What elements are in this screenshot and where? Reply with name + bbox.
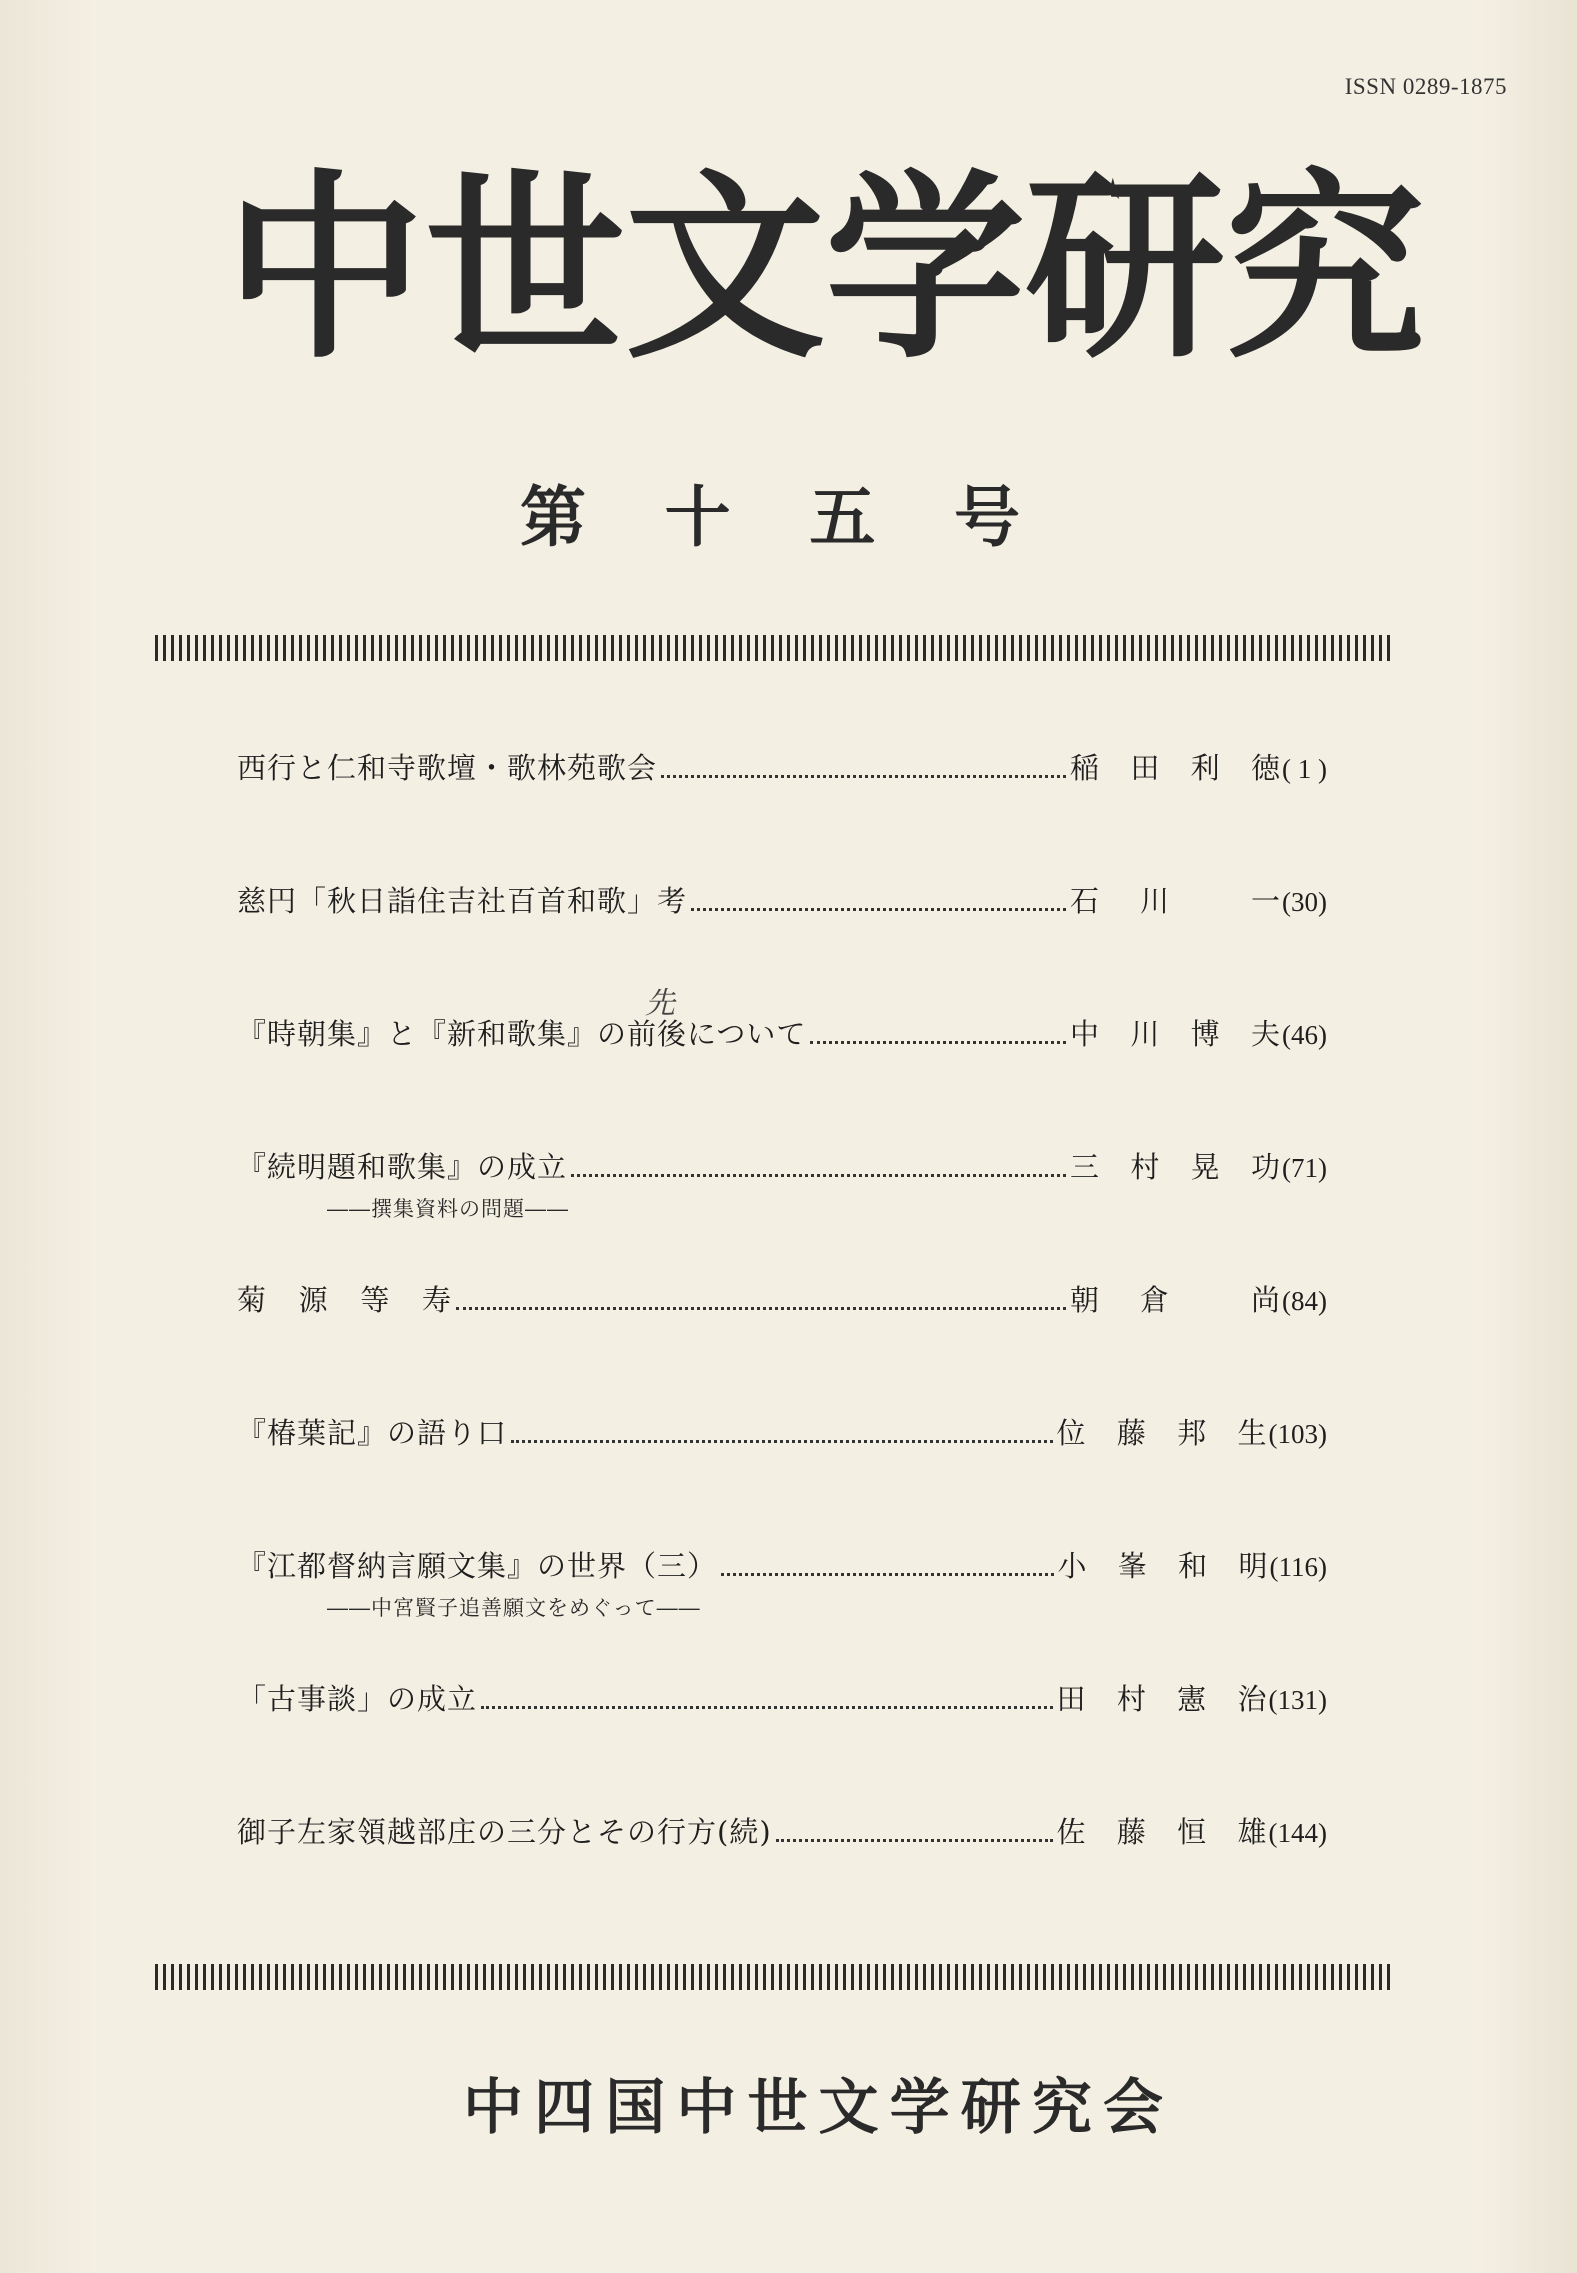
toc-author-char: 恒 <box>1177 1815 1207 1849</box>
toc-article-title: 御子左家領越部庄の三分とその行方(続) <box>237 1815 772 1849</box>
bottom-divider <box>155 1964 1390 1990</box>
toc-author-char: 功 <box>1251 1150 1281 1184</box>
toc-article-title: 慈円「秋日詣住吉社百首和歌」考 <box>237 884 688 918</box>
toc-leader-dots <box>456 1307 1066 1310</box>
toc-article-title: 『続明題和歌集』の成立 <box>237 1150 568 1184</box>
toc-author-char: 位 <box>1056 1416 1086 1450</box>
toc-entry <box>237 1149 1327 1282</box>
toc-author-char: 峯 <box>1117 1549 1147 1583</box>
toc-article-subtitle: ――中宮賢子追善願文をめぐって―― <box>327 1596 701 1620</box>
toc-author-char: 利 <box>1190 751 1220 785</box>
toc-author-char: 川 <box>1140 884 1170 918</box>
journal-title <box>225 150 1426 390</box>
toc-article-title: 『時朝集』と『新和歌集』の前後について <box>237 1017 807 1051</box>
toc-author <box>1070 1016 1280 1054</box>
toc-author-char: 藤 <box>1116 1416 1146 1450</box>
handwritten-correction: 先 <box>645 986 675 1021</box>
publisher-char: 学 <box>889 2073 950 2143</box>
toc-leader-dots <box>810 1041 1066 1044</box>
toc-author-char: 雄 <box>1237 1815 1267 1849</box>
journal-title-char: 学 <box>825 153 1026 386</box>
toc-page-number: (144) <box>1268 1818 1327 1848</box>
toc-title-char: 寿 <box>421 1283 452 1317</box>
toc-author-char: 藤 <box>1116 1815 1146 1849</box>
toc-author-char: 生 <box>1237 1416 1267 1450</box>
toc-leader-dots <box>481 1706 1053 1709</box>
toc-entry <box>237 750 1327 883</box>
toc-entry <box>237 1548 1327 1681</box>
publisher-char: 究 <box>1031 2073 1092 2143</box>
toc-page-number: (131) <box>1268 1685 1327 1715</box>
toc-author-char: 田 <box>1056 1682 1086 1716</box>
publisher-name <box>463 2073 1163 2143</box>
toc-author-char: 稲 <box>1070 751 1100 785</box>
toc-entry <box>237 986 1327 1149</box>
toc-author-char: 田 <box>1130 751 1160 785</box>
top-divider <box>155 635 1390 661</box>
toc-author-char: 一 <box>1251 884 1281 918</box>
publisher-char: 会 <box>1102 2073 1163 2143</box>
toc-author-char: 佐 <box>1056 1815 1086 1849</box>
toc-article-title: 西行と仁和寺歌壇・歌林苑歌会 <box>237 751 658 785</box>
toc-author-char: 博 <box>1190 1017 1220 1051</box>
toc-author-char: 徳 <box>1251 751 1281 785</box>
toc-entry <box>237 883 1327 1016</box>
toc-entry <box>237 1282 1327 1415</box>
toc-author-char: 夫 <box>1251 1017 1281 1051</box>
toc-article-title: 『江都督納言願文集』の世界（三） <box>237 1549 718 1583</box>
publisher-char: 世 <box>747 2073 808 2143</box>
journal-title-char: 中 <box>225 153 426 386</box>
toc-author-char: 晃 <box>1190 1150 1220 1184</box>
toc-author-char: 村 <box>1116 1682 1146 1716</box>
toc-author-char: 川 <box>1130 1017 1160 1051</box>
toc-author-char: 石 <box>1070 884 1100 918</box>
toc-article-title: 「古事談」の成立 <box>237 1682 478 1716</box>
publisher-char: 四 <box>534 2073 595 2143</box>
toc-author <box>1057 1814 1267 1852</box>
publisher-char: 中 <box>676 2073 737 2143</box>
toc-author-char: 小 <box>1057 1549 1087 1583</box>
toc-author-char: 治 <box>1237 1682 1267 1716</box>
toc-title-char: 等 <box>360 1283 391 1317</box>
toc-author-char: 村 <box>1130 1150 1160 1184</box>
toc-author <box>1058 1548 1268 1586</box>
toc-author-char: 邦 <box>1177 1416 1207 1450</box>
journal-title-char: 研 <box>1025 153 1226 386</box>
toc-leader-dots <box>691 908 1066 911</box>
toc-author-char: 尚 <box>1251 1283 1281 1317</box>
toc-author-char: 中 <box>1070 1017 1100 1051</box>
toc-author <box>1070 750 1280 788</box>
toc-article-title: 『椿葉記』の語り口 <box>237 1416 508 1450</box>
toc-entry <box>237 1415 1327 1548</box>
issue-number-char: 号 <box>953 479 1020 556</box>
toc-page-number: (30) <box>1282 887 1327 917</box>
toc-author <box>1057 1415 1267 1453</box>
issue-number <box>520 479 1020 556</box>
toc-author-char: 明 <box>1238 1549 1268 1583</box>
toc-author-char: 朝 <box>1070 1283 1100 1317</box>
toc-author-char: 倉 <box>1140 1283 1170 1317</box>
toc-page-number: (71) <box>1282 1153 1327 1183</box>
toc-page-number: (103) <box>1268 1419 1327 1449</box>
journal-title-char: 文 <box>625 153 826 386</box>
publisher-char: 研 <box>960 2073 1021 2143</box>
toc-page-number: (46) <box>1282 1020 1327 1050</box>
issue-number-char: 第 <box>520 479 586 556</box>
toc-author-char: 三 <box>1070 1150 1100 1184</box>
toc-leader-dots <box>776 1839 1053 1842</box>
journal-title-char: 究 <box>1225 153 1426 386</box>
table-of-contents <box>237 750 1327 1947</box>
publisher-char: 国 <box>605 2073 666 2143</box>
toc-author <box>1057 1681 1267 1719</box>
issue-number-char: 五 <box>809 479 876 556</box>
toc-article-subtitle: ――撰集資料の問題―― <box>327 1197 569 1221</box>
toc-article-title <box>237 1282 452 1320</box>
toc-page-number: (84) <box>1282 1286 1327 1316</box>
toc-author <box>1070 1149 1280 1187</box>
publisher-char: 文 <box>818 2073 879 2143</box>
toc-entry <box>237 1814 1327 1947</box>
toc-author <box>1070 883 1280 921</box>
toc-author <box>1070 1282 1280 1320</box>
toc-leader-dots <box>571 1174 1066 1177</box>
toc-leader-dots <box>721 1573 1054 1576</box>
toc-title-char: 源 <box>298 1283 329 1317</box>
toc-leader-dots <box>511 1440 1053 1443</box>
toc-title-char: 菊 <box>237 1283 268 1317</box>
toc-page-number: (116) <box>1269 1552 1327 1582</box>
issn-number: ISSN 0289-1875 <box>1344 74 1507 99</box>
toc-author-char: 憲 <box>1177 1682 1207 1716</box>
journal-title-char: 世 <box>425 153 626 386</box>
toc-entry <box>237 1681 1327 1814</box>
issue-number-char: 十 <box>664 479 731 556</box>
toc-author-char: 和 <box>1178 1549 1208 1583</box>
toc-page-number: ( 1 ) <box>1282 754 1327 784</box>
toc-leader-dots <box>661 775 1066 778</box>
publisher-char: 中 <box>463 2073 523 2143</box>
